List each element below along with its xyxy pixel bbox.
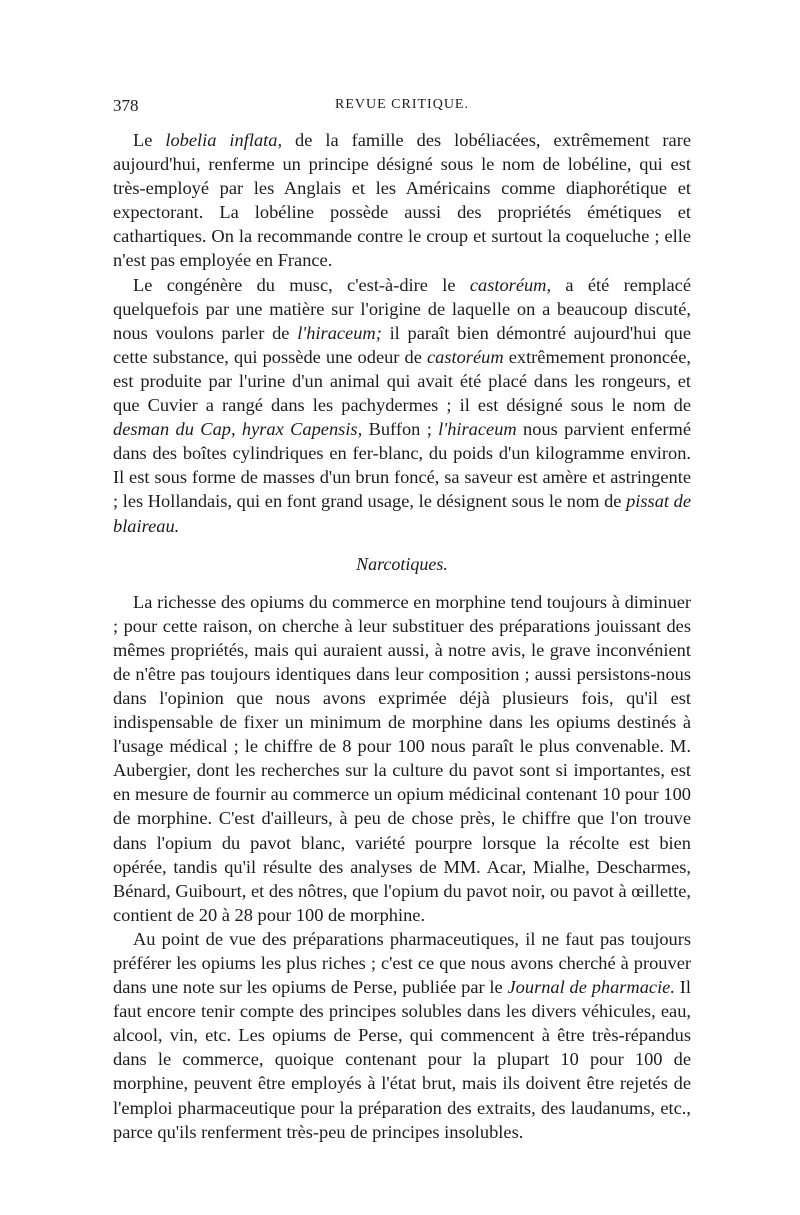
paragraph-pharmaceutical bbox=[113, 927, 691, 1144]
text-run: Le congénère du musc, c'est-à-dire le bbox=[133, 274, 470, 295]
paragraph-opium-richness: La richesse des opiums du commerce en morphine tend toujours à diminuer ; pour cette raison, on cherche à leur substituer des préparations jouissant des mêmes propriétés, mais qui auraient aussi, à notre avis, le grave inconvénient de n'être pas toujours identiques dans leur composition ; aussi persistons-nous dans l'opinion que nous avons exprimée déjà plusieurs fois, qu'il est indispensable de fixer un minimum de morphine dans les opiums destinés à l'usage médical ; le chiffre de 8 pour 100 nous paraît le plus convenable. M. Aubergier, dont les recherches sur la culture du pavot sont si importantes, est en mesure de fournir au commerce un opium médicinal contenant 10 pour 100 de morphine. C'est d'ailleurs, à peu de chose près, le chiffre que l'on trouve dans l'opium du pavot blanc, variété pourpre lorsque la récolte est bien opérée, tandis qu'il résulte des analyses de MM. Acar, Mialhe, Descharmes, Bénard, Guibourt, et des nôtres, que l'opium du pavot noir, ou pavot à œillette, contient de 20 à 28 pour 100 de morphine. bbox=[113, 591, 691, 925]
text-run: nous parvient enfermé dans des boîtes cylindriques en fer-blanc, du poids d'un kilogramme environ. Il est sous forme de masses d'un brun foncé, sa saveur est amère et astringente ; les Hollandais, qui en font grand usage, le désignent sous le nom de bbox=[113, 419, 692, 512]
text-run: extrêmement prononcée, est produite par l'urine d'un animal qui avait été placé dans les rongeurs, et que Cuvier a rangé dans les pachydermes ; il est désigné sous le nom de bbox=[113, 346, 691, 416]
italic-term: pissat de blaireau. bbox=[113, 491, 691, 536]
paragraph-lobelia bbox=[113, 128, 691, 273]
text-run: Le bbox=[133, 130, 166, 150]
italic-term: l'hiraceum; bbox=[297, 322, 382, 343]
text-run: il paraît bien démontré aujourd'hui que cette substance, qui possède une odeur de bbox=[113, 322, 691, 367]
paragraph-castoreum bbox=[113, 273, 691, 538]
text-run: a été remplacé quelquefois par une matière sur l'origine de laquelle on a beaucoup discuté, nous voulons parler de bbox=[113, 274, 691, 343]
section-title: Narcotiques. bbox=[356, 553, 448, 574]
italic-term: lobelia inflata, bbox=[165, 130, 283, 150]
page bbox=[113, 96, 691, 1144]
italic-term: Journal de pharmacie. bbox=[507, 977, 675, 998]
page-header bbox=[113, 96, 691, 118]
text-run: Au point de vue des préparations pharmaceutiques, il ne faut pas toujours préférer les opiums les plus riches ; c'est ce que nous avons cherché à prouver dans une note sur les opiums de Perse, publiée par le bbox=[113, 928, 691, 998]
italic-term: desman du Cap, hyrax Capensis, bbox=[113, 419, 363, 440]
running-title: REVUE CRITIQUE. bbox=[335, 97, 469, 112]
text-run: Buffon ; bbox=[362, 419, 439, 440]
page-number: 378 bbox=[113, 96, 139, 115]
italic-term: l'hiraceum bbox=[438, 419, 517, 440]
text-run: Il faut encore tenir compte des principes solubles dans les divers véhicules, eau, alcool, vin, etc. Les opiums de Perse, qui commencent à être très-répandus dans le commerce, quoique contenant pour la plupart 10 pour 100 de morphine, peuvent être employés à l'état brut, mais ils doivent être rejetés de l'emploi pharmaceutique pour la préparation des extraits, des laudanums, etc., parce qu'ils renferment très-peu de principes insolubles. bbox=[113, 977, 691, 1142]
text-run: de la famille des lobéliacées, extrêmement rare aujourd'hui, renferme un principe désigné sous le nom de lobéline, qui est très-employé par les Anglais et les Américains comme diaphorétique et expectorant. La lobéline possède aussi des propriétés émétiques et cathartiques. On la recommande contre le croup et surtout la coqueluche ; elle n'est pas employée en France. bbox=[113, 130, 691, 271]
italic-term: castoréum, bbox=[469, 274, 552, 295]
italic-term: castoréum bbox=[426, 346, 504, 367]
